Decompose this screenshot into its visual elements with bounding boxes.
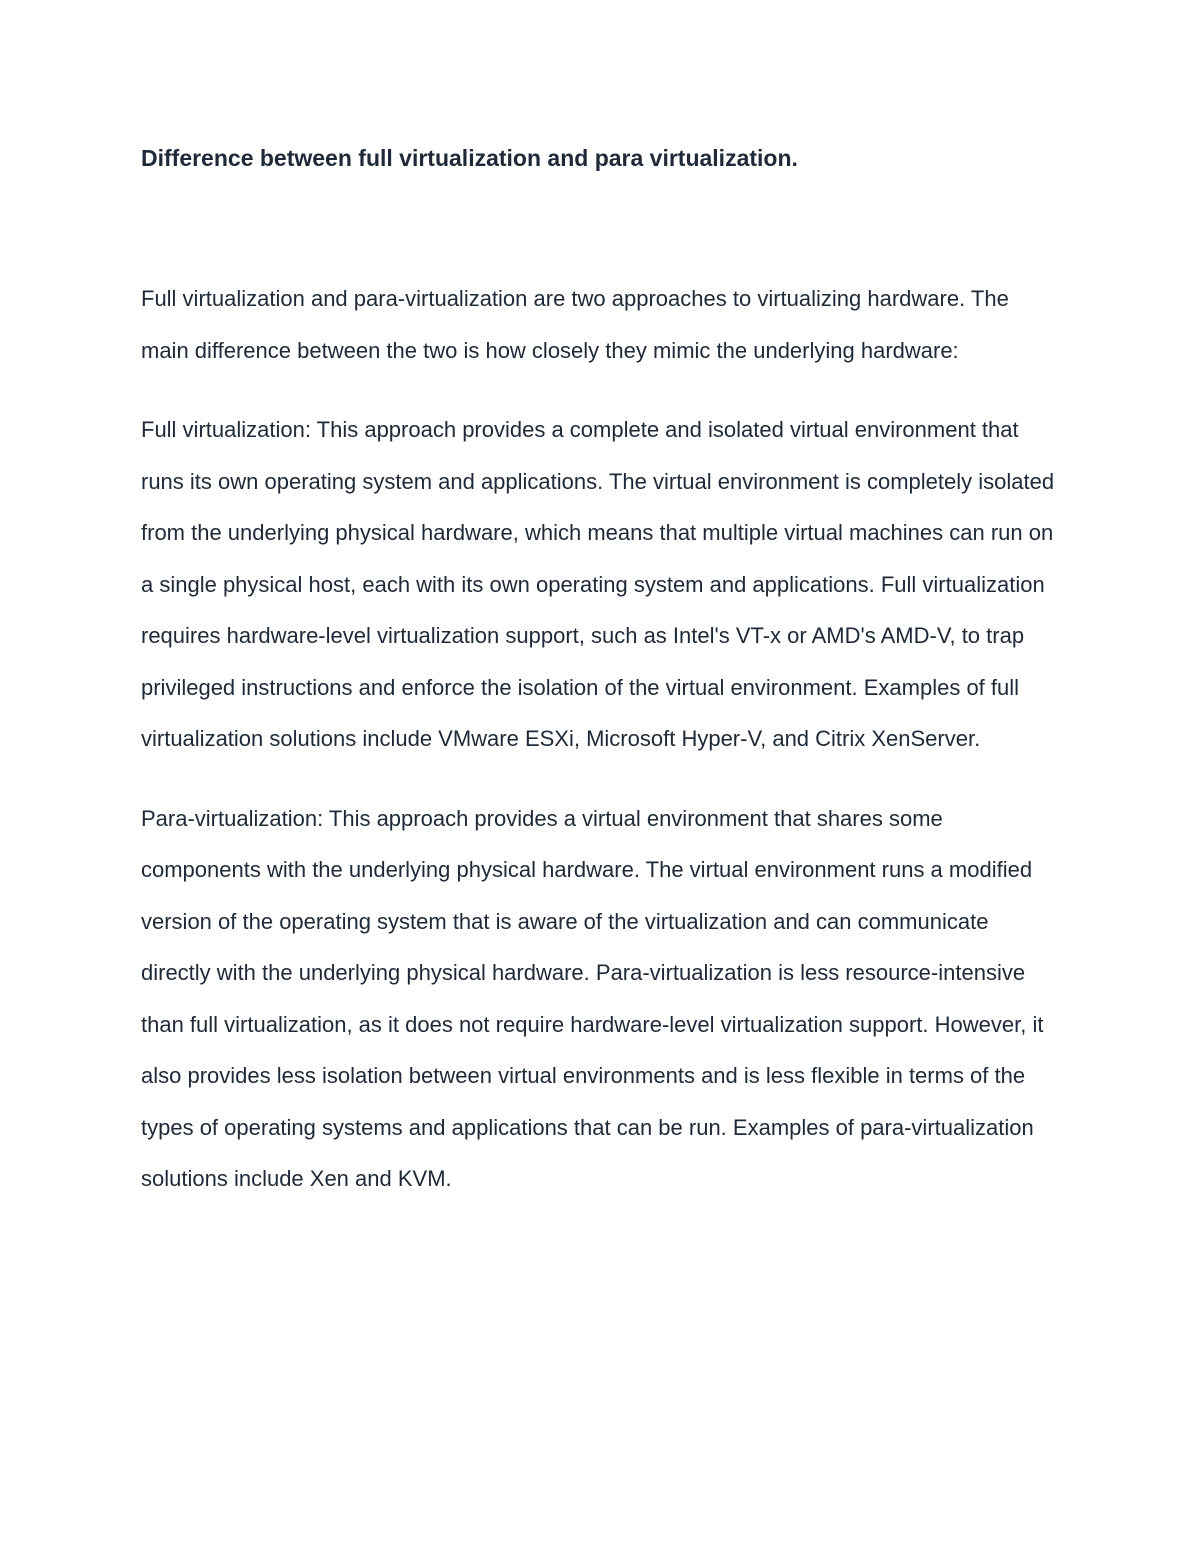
document-body [141, 138, 1061, 1205]
paragraph-intro: Full virtualization and para-virtualization are two approaches to virtualizing hardware. The main difference between the two is how closely they mimic the underlying hardware: [141, 286, 1009, 363]
paragraph-full-virtualization: Full virtualization: This approach provides a complete and isolated virtual environment that runs its own operating system and applications. The virtual environment is completely isolated from the underlying physical hardware, which means that multiple virtual machines can run on a single physical host, each with its own operating system and applications. Full virtualization requires hardware-level virtualization support, such as Intel's VT-x or AMD's AMD-V, to trap privileged instructions and enforce the isolation of the virtual environment. Examples of full virtualization solutions include VMware ESXi, Microsoft Hyper-V, and Citrix XenServer. [141, 417, 1055, 751]
paragraph-para-virtualization: Para-virtualization: This approach provides a virtual environment that shares some components with the underlying physical hardware. The virtual environment runs a modified version of the operating system that is aware of the virtualization and can communicate directly with the underlying physical hardware. Para-virtualization is less resource-intensive than full virtualization, as it does not require hardware-level virtualization support. However, it also provides less isolation between virtual environments and is less flexible in terms of the types of operating systems and applications that can be run. Examples of para-virtualization solutions include Xen and KVM. [141, 805, 1044, 1191]
document-title: Difference between full virtualization and para virtualization. [141, 145, 798, 171]
